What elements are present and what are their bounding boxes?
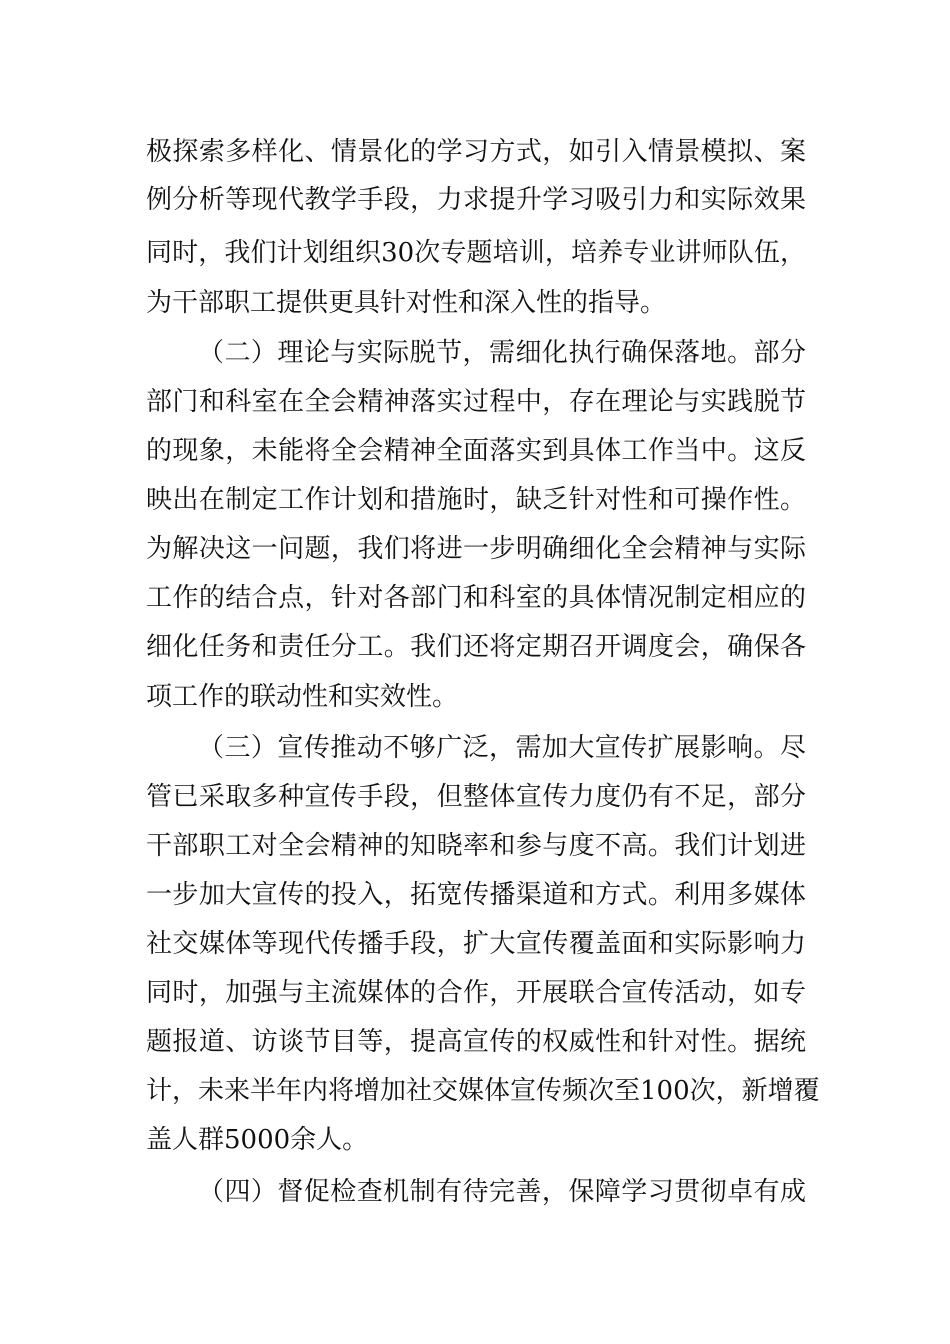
text-line: 映出在制定工作计划和措施时，缺乏针对性和可操作性。 — [146, 485, 806, 515]
text-line: 一步加大宣传的投入，拓宽传播渠道和方式。利用多媒体 — [146, 880, 806, 910]
text-line: 项工作的联动性和实效性。 — [146, 682, 459, 712]
text-line: 的现象，未能将全会精神全面落实到具体工作当中。这反 — [146, 436, 806, 466]
text-line: 同时，我们计划组织30次专题培训，培养专业讲师队伍， — [146, 238, 806, 268]
text-line: 部门和科室在全会精神落实过程中，存在理论与实践脱节 — [146, 387, 806, 417]
section-heading-line: （二）理论与实际脱节，需细化执行确保落地。部分 — [198, 338, 806, 368]
text-line: 干部职工对全会精神的知晓率和参与度不高。我们计划进 — [146, 831, 806, 861]
text-line: 计，未来半年内将增加社交媒体宣传频次至100次，新增覆 — [146, 1076, 820, 1106]
text-line: 社交媒体等现代传播手段，扩大宣传覆盖面和实际影响力 — [146, 929, 806, 959]
text-line: 管已采取多种宣传手段，但整体宣传力度仍有不足，部分 — [146, 782, 806, 812]
section-heading-line: （四）督促检查机制有待完善，保障学习贯彻卓有成 — [198, 1177, 806, 1207]
text-line: 为干部职工提供更具针对性和深入性的指导。 — [146, 288, 667, 318]
text-line: 细化任务和责任分工。我们还将定期召开调度会，确保各 — [146, 632, 806, 662]
text-line: 工作的结合点，针对各部门和科室的具体情况制定相应的 — [146, 583, 806, 613]
section-heading-line: （三）宣传推动不够广泛，需加大宣传扩展影响。尽 — [198, 733, 806, 763]
text-line: 盖人群5000余人。 — [146, 1125, 369, 1155]
text-line: 同时，加强与主流媒体的合作，开展联合宣传活动，如专 — [146, 978, 806, 1008]
text-line: 为解决这一问题，我们将进一步明确细化全会精神与实际 — [146, 534, 806, 564]
text-line: 极探索多样化、情景化的学习方式，如引入情景模拟、案 — [146, 137, 806, 167]
text-line: 例分析等现代教学手段，力求提升学习吸引力和实际效果 — [146, 185, 806, 215]
text-line: 题报道、访谈节目等，提高宣传的权威性和针对性。据统 — [146, 1027, 806, 1057]
